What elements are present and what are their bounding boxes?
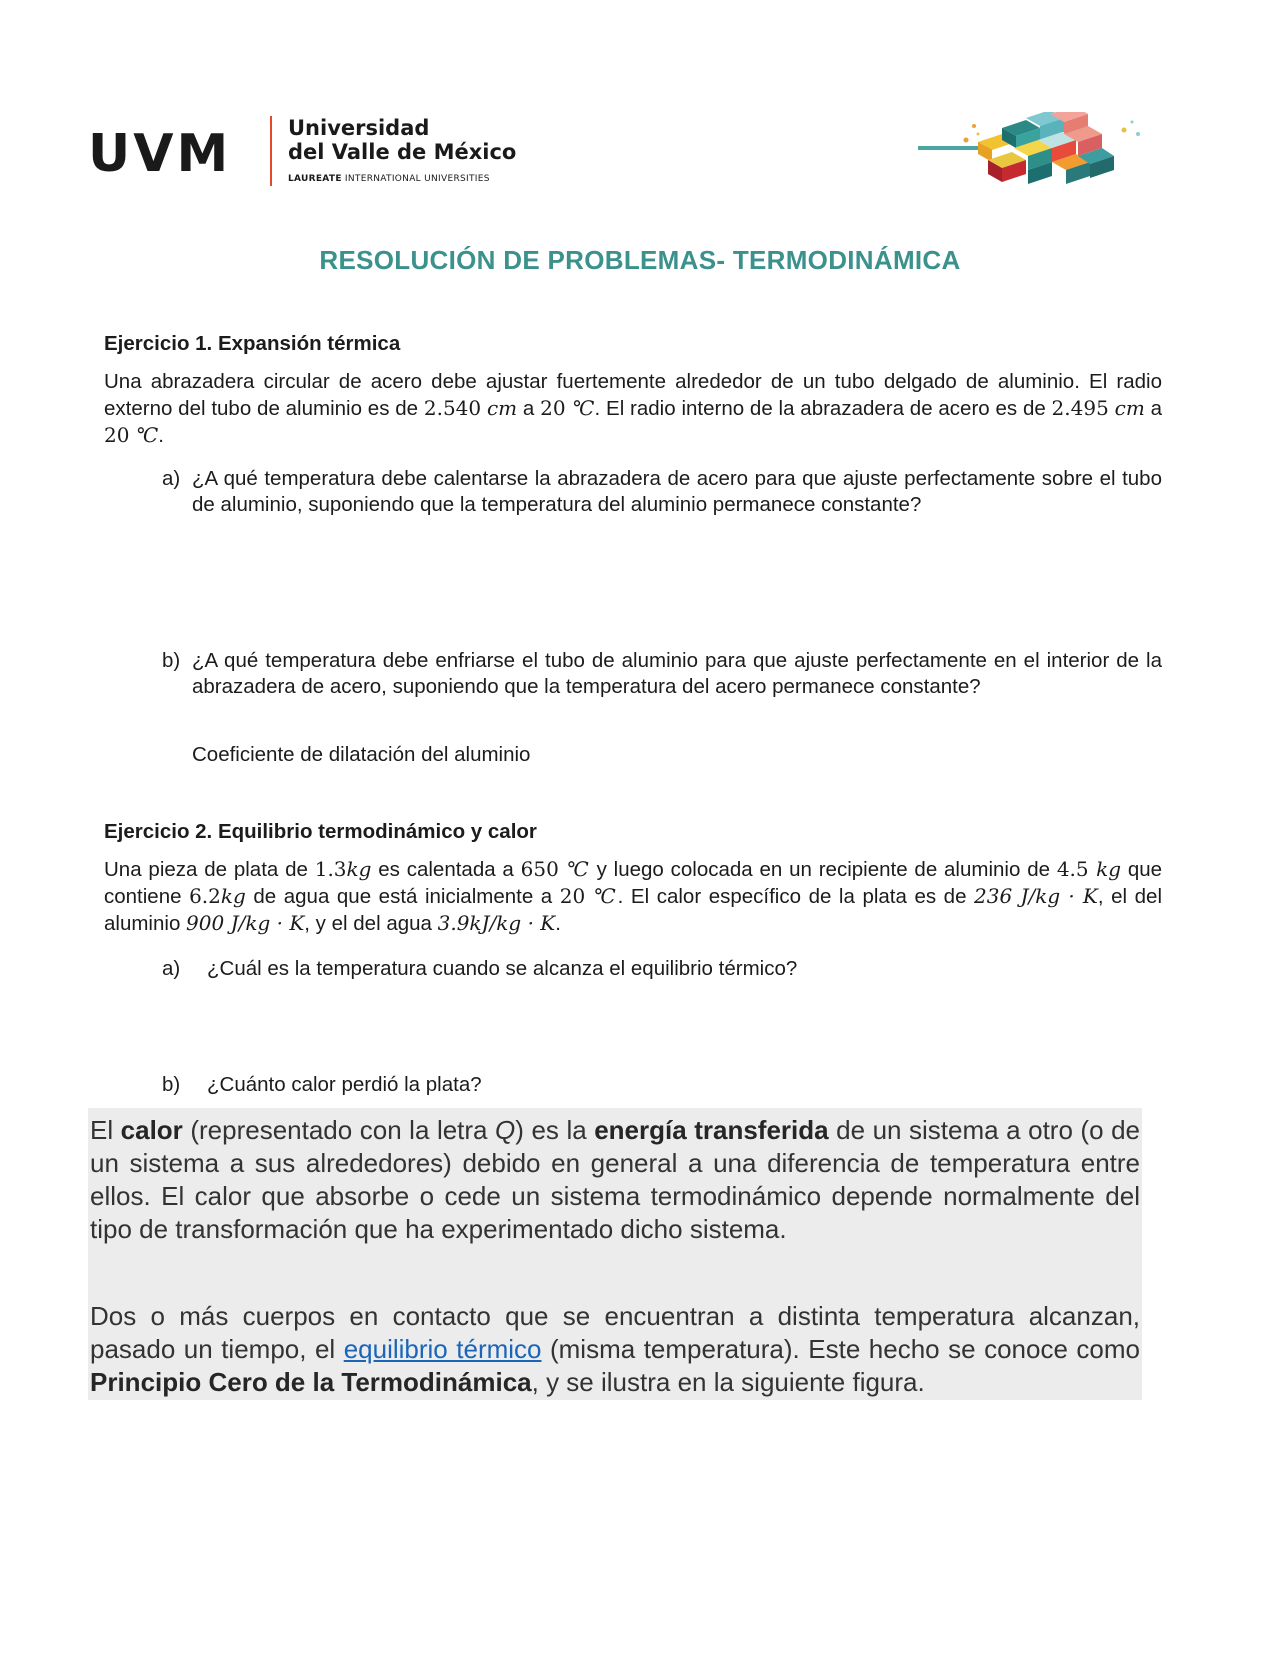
ex2-cp-silver: 236 J/kg · K (974, 884, 1098, 908)
info-p1-d: ) es la (515, 1115, 595, 1145)
ex2-t6: . El calor específico de la plata es de (617, 885, 975, 908)
ex1-temp-2: 20 (104, 423, 136, 447)
ex2-t5: de agua que está inicialmente a (245, 885, 560, 908)
page-header (88, 112, 1192, 192)
ex1-temp-1: 20 (540, 396, 573, 420)
thermal-equilibrium-link[interactable]: equilibrio térmico (343, 1334, 542, 1364)
ex2-cp-water: 3.9kJ/kg · K (437, 911, 556, 935)
ex1-qa-text: ¿A qué temperatura debe calentarse la abrazadera de acero para que ajuste perfectamente sobre el tubo de aluminio, suponiendo que la temperatura del aluminio permanece constante? (192, 467, 1162, 516)
ex1-intro-1: Una abrazadera circular de acero debe ajustar fuertemente alrededor de un tubo delgado de aluminio. El radio externo del tubo de aluminio es de (104, 370, 1162, 420)
exercise-1-statement (104, 368, 1162, 449)
ex2-qa-letter: a) (162, 957, 181, 980)
ex2-mass-silver: 1.3 (314, 857, 347, 881)
ex1-intro-2: . El radio interno de la abrazadera de acero es de (594, 397, 1052, 420)
laureate-bold: LAUREATE (288, 174, 342, 184)
uvm-name-line2: del Valle de México (288, 140, 517, 164)
heat-info-box (88, 1108, 1142, 1400)
ex2-mass-aluminum: 4.5 (1056, 857, 1097, 881)
info-term-principio-cero: Principio Cero de la Termodinámica (90, 1367, 532, 1397)
ex2-qa-text: ¿Cuál es la temperatura cuando se alcanza el equilibrio térmico? (207, 957, 798, 980)
ex1-unit-cm-1: cm (486, 396, 518, 420)
ex2-temp-silver: 650 (520, 857, 567, 881)
info-p2-d: , y se ilustra en la siguiente figura. (531, 1367, 925, 1397)
ex2-t8: , y el del agua (304, 912, 438, 935)
ex1-radius-internal: 2.495 (1051, 396, 1109, 420)
ex1-a-1: a (517, 397, 541, 420)
info-symbol-q: Q (495, 1115, 516, 1145)
ex2-qb-letter: b) (162, 1073, 181, 1096)
ex1-qa-letter: a) (162, 467, 181, 490)
ex2-unit-kg-3: kg (220, 884, 246, 908)
info-term-energia: energía transferida (594, 1115, 829, 1145)
page-title: RESOLUCIÓN DE PROBLEMAS- TERMODINÁMICA (319, 245, 961, 275)
exercise-1-question-b (162, 648, 1162, 728)
info-p2-b: (misma temperatura). Este hecho se conoce como (541, 1334, 1140, 1364)
exercise-1-heading (104, 330, 1162, 357)
exercise-1-heading-text: Ejercicio 1. Expansión térmica (104, 332, 401, 355)
ex1-unit-celsius-2: ℃ (135, 423, 159, 447)
ex2-t1: Una pieza de plata de (104, 858, 315, 881)
exercise-2-statement (104, 856, 1162, 937)
ex1-qb-text: ¿A qué temperatura debe enfriarse el tubo de aluminio para que ajuste perfectamente en el interior de la abrazadera de acero, suponiendo que la temperatura del acero permanece constante? (192, 649, 1162, 698)
ex1-qb-letter: b) (162, 649, 181, 672)
ex2-t9: . (555, 912, 561, 935)
ex1-end-dot: . (158, 424, 164, 447)
cube-mosaic-logo (918, 112, 1158, 192)
info-p2-a: Dos o más cuerpos en contacto que se encuentran a distinta temperatura alcanzan, pasado un tiempo, el (90, 1301, 1140, 1364)
uvm-logo-mark: UVM (88, 124, 232, 184)
ex1-unit-celsius-1: ℃ (572, 396, 595, 420)
ex2-t4: que contiene (104, 858, 1163, 908)
info-p1-c: (representado con la letra (182, 1115, 496, 1145)
ex1-a-2: a (1144, 397, 1162, 420)
uvm-name-line1: Universidad (288, 116, 430, 140)
exercise-2-heading-text: Ejercicio 2. Equilibrio termodinámico y calor (104, 820, 537, 843)
ex2-mass-water: 6.2 (189, 884, 221, 908)
info-p1-f: de un sistema a otro (o de un sistema a sus alrededores) debido en general a una diferencia de temperatura entre ellos. El calor que absorbe o cede un sistema termodinámico depende normalmente del tipo de transformación que ha experimentado dicho sistema. (90, 1115, 1140, 1244)
exercise-1-coefficient-label: Coeficiente de dilatación del aluminio (192, 743, 531, 766)
logo-divider (270, 116, 272, 186)
ex2-unit-kg-1: kg (346, 857, 372, 881)
laureate-rest: INTERNATIONAL UNIVERSITIES (341, 174, 490, 184)
exercise-2-heading (104, 818, 1162, 845)
info-p1-a: El (90, 1115, 121, 1145)
exercise-1-question-a (162, 466, 1162, 526)
ex2-t7: , el del aluminio (104, 885, 1163, 935)
ex2-unit-kg-2: kg (1096, 857, 1122, 881)
laureate-tagline (288, 174, 490, 184)
ex2-t2: es calentada a (371, 858, 521, 881)
ex2-cp-aluminum: 900 J/kg · K (186, 911, 305, 935)
info-term-calor: calor (120, 1115, 183, 1145)
ex2-unit-celsius-2: ℃ (593, 884, 618, 908)
ex2-temp-water: 20 (559, 884, 594, 908)
heat-definition-paragraph (90, 1114, 1140, 1246)
ex1-radius-external: 2.540 (423, 396, 482, 420)
zeroth-law-paragraph (90, 1300, 1140, 1399)
ex2-t3: y luego colocada en un recipiente de aluminio de (589, 858, 1057, 881)
uvm-logo (88, 112, 517, 192)
ex2-qb-text: ¿Cuánto calor perdió la plata? (207, 1073, 482, 1096)
uvm-logo-name (288, 116, 516, 164)
ex2-unit-celsius-1: ℃ (566, 857, 590, 881)
ex1-unit-cm-2: cm (1114, 396, 1145, 420)
